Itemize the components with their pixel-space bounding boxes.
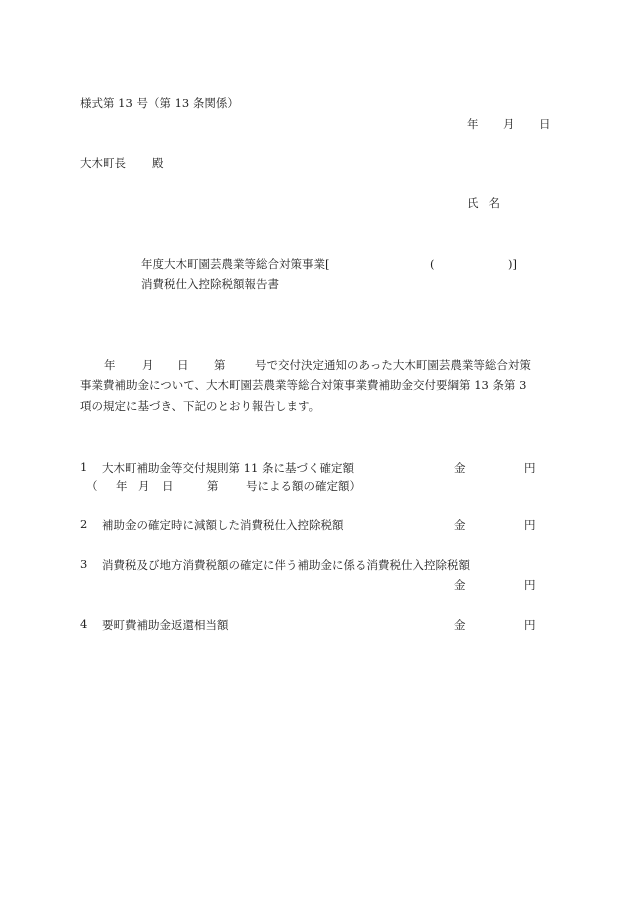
- date-line: [0, 119, 630, 133]
- body-line-2: 事業費補助金について、大木町園芸農業等総合対策事業費補助金交付要綱第 13 条第 3: [80, 378, 527, 392]
- title-paren-close: )]: [508, 257, 517, 271]
- date-year-label: 年: [467, 117, 479, 131]
- form-number: 様式第 13 号（第 13 条関係）: [80, 96, 239, 110]
- item-3-amount: 金 円: [454, 578, 536, 592]
- item-4: 4 要町費補助金返還相当額 金 円: [80, 617, 536, 632]
- addressee: [80, 158, 164, 170]
- title-paren-open: (: [430, 257, 435, 271]
- document-title-line1: 年度大木町園芸農業等総合対策事業[: [141, 257, 330, 271]
- body-line-3: 項の規定に基づき、下記のとおり報告します。: [80, 399, 321, 413]
- addressee-name: 大木町長: [80, 156, 126, 170]
- item-2: 2 補助金の確定時に減額した消費税仕入控除税額 金 円: [80, 517, 536, 532]
- date-month-label: 月: [503, 117, 515, 131]
- applicant-name-label: 氏 名: [467, 196, 500, 210]
- addressee-honorific: 殿: [152, 156, 164, 170]
- item-3: 3 消費税及び地方消費税額の確定に伴う補助金に係る消費税仕入控除税額: [80, 557, 470, 572]
- body-line-1: 年 月 日 第 号で交付決定通知のあった大木町園芸農業等総合対策: [104, 358, 531, 372]
- item-1-subline: （ 年 月 日 第 号による額の確定額）: [86, 479, 361, 493]
- document-title-line2: 消費税仕入控除税額報告書: [141, 277, 279, 291]
- date-day-label: 日: [539, 117, 551, 131]
- item-1: 1 大木町補助金等交付規則第 11 条に基づく確定額 金 円: [80, 460, 536, 475]
